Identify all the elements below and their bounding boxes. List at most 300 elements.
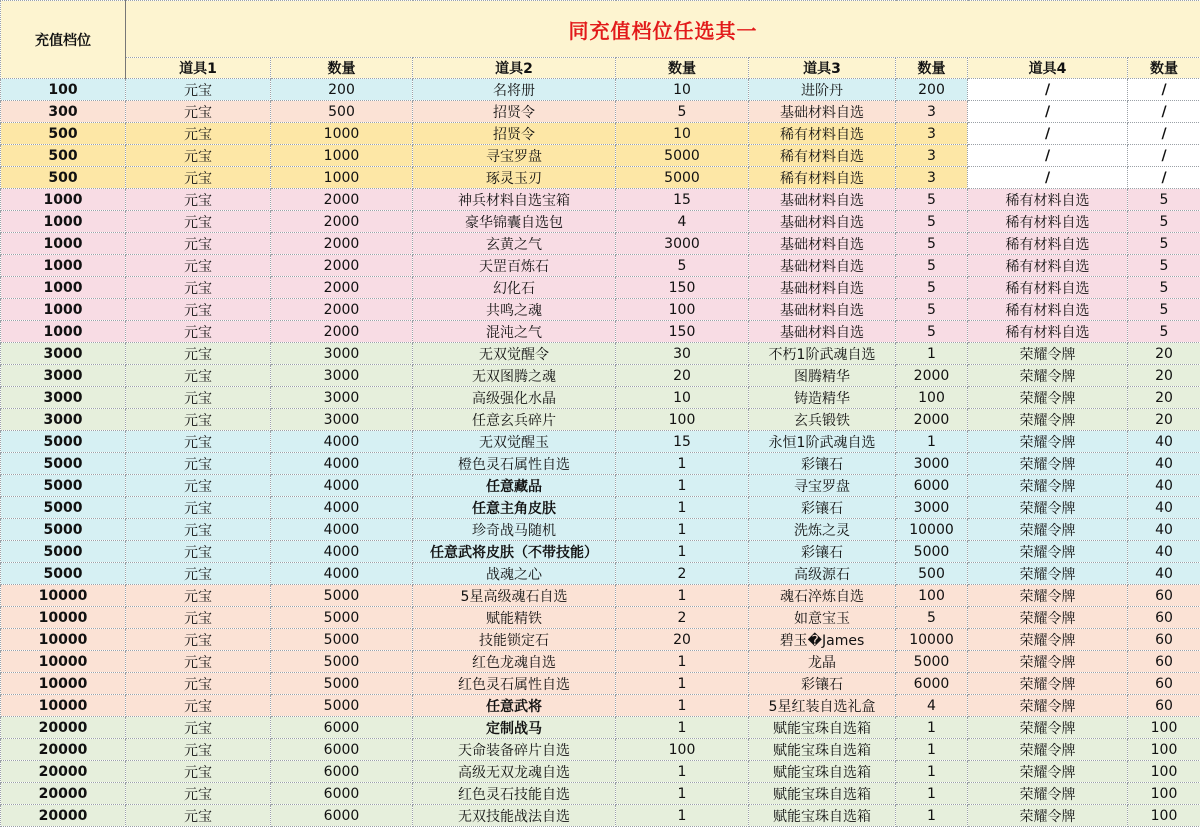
cell-qty4[interactable]: 40	[1128, 541, 1200, 563]
cell-qty2[interactable]: 30	[616, 343, 749, 365]
cell-qty3[interactable]: 6000	[896, 475, 968, 497]
cell-qty3[interactable]: 200	[896, 79, 968, 101]
cell-item4[interactable]: 荣耀令牌	[968, 761, 1128, 783]
cell-tier[interactable]: 3000	[1, 409, 126, 431]
cell-qty3[interactable]: 5	[896, 607, 968, 629]
cell-item3[interactable]: 5星红装自选礼盒	[749, 695, 896, 717]
cell-item3[interactable]: 图腾精华	[749, 365, 896, 387]
cell-item3[interactable]: 赋能宝珠自选箱	[749, 783, 896, 805]
cell-tier[interactable]: 5000	[1, 541, 126, 563]
cell-qty4[interactable]: 40	[1128, 475, 1200, 497]
cell-item3[interactable]: 彩镶石	[749, 453, 896, 475]
cell-item3[interactable]: 魂石淬炼自选	[749, 585, 896, 607]
cell-item1[interactable]: 元宝	[126, 805, 271, 827]
cell-item3[interactable]: 基础材料自选	[749, 211, 896, 233]
cell-qty4[interactable]: /	[1128, 145, 1200, 167]
cell-qty1[interactable]: 4000	[271, 497, 413, 519]
cell-qty3[interactable]: 100	[896, 585, 968, 607]
cell-tier[interactable]: 3000	[1, 365, 126, 387]
cell-qty3[interactable]: 5	[896, 233, 968, 255]
cell-qty1[interactable]: 2000	[271, 321, 413, 343]
cell-qty4[interactable]: /	[1128, 101, 1200, 123]
cell-qty2[interactable]: 150	[616, 277, 749, 299]
cell-qty2[interactable]: 3000	[616, 233, 749, 255]
cell-qty4[interactable]: 20	[1128, 409, 1200, 431]
cell-qty2[interactable]: 15	[616, 431, 749, 453]
cell-item4[interactable]: /	[968, 145, 1128, 167]
cell-item3[interactable]: 赋能宝珠自选箱	[749, 805, 896, 827]
cell-qty3[interactable]: 1	[896, 717, 968, 739]
cell-item4[interactable]: 荣耀令牌	[968, 717, 1128, 739]
cell-qty3[interactable]: 5000	[896, 541, 968, 563]
cell-qty3[interactable]: 3	[896, 167, 968, 189]
cell-qty1[interactable]: 5000	[271, 651, 413, 673]
cell-qty3[interactable]: 5	[896, 189, 968, 211]
cell-item2[interactable]: 任意主角皮肤	[413, 497, 616, 519]
cell-item2[interactable]: 无双技能战法自选	[413, 805, 616, 827]
cell-item2[interactable]: 天命装备碎片自选	[413, 739, 616, 761]
cell-item3[interactable]: 稀有材料自选	[749, 145, 896, 167]
cell-item3[interactable]: 基础材料自选	[749, 277, 896, 299]
cell-item1[interactable]: 元宝	[126, 673, 271, 695]
cell-qty4[interactable]: 60	[1128, 673, 1200, 695]
cell-item4[interactable]: 荣耀令牌	[968, 343, 1128, 365]
cell-qty2[interactable]: 5	[616, 101, 749, 123]
cell-item1[interactable]: 元宝	[126, 519, 271, 541]
cell-qty1[interactable]: 1000	[271, 123, 413, 145]
cell-item3[interactable]: 彩镶石	[749, 497, 896, 519]
cell-qty2[interactable]: 1	[616, 673, 749, 695]
cell-item2[interactable]: 珍奇战马随机	[413, 519, 616, 541]
cell-tier[interactable]: 500	[1, 145, 126, 167]
cell-item2[interactable]: 任意武将皮肤（不带技能）	[413, 541, 616, 563]
cell-tier[interactable]: 10000	[1, 695, 126, 717]
cell-item1[interactable]: 元宝	[126, 717, 271, 739]
cell-item3[interactable]: 铸造精华	[749, 387, 896, 409]
cell-item2[interactable]: 技能锁定石	[413, 629, 616, 651]
cell-item4[interactable]: 稀有材料自选	[968, 233, 1128, 255]
cell-qty2[interactable]: 1	[616, 651, 749, 673]
cell-tier[interactable]: 10000	[1, 651, 126, 673]
cell-item4[interactable]: 荣耀令牌	[968, 739, 1128, 761]
cell-qty2[interactable]: 10	[616, 79, 749, 101]
cell-qty1[interactable]: 5000	[271, 673, 413, 695]
cell-qty2[interactable]: 1	[616, 695, 749, 717]
cell-qty2[interactable]: 5	[616, 255, 749, 277]
cell-qty2[interactable]: 4	[616, 211, 749, 233]
cell-item1[interactable]: 元宝	[126, 123, 271, 145]
cell-item1[interactable]: 元宝	[126, 255, 271, 277]
cell-item4[interactable]: /	[968, 101, 1128, 123]
cell-qty2[interactable]: 20	[616, 365, 749, 387]
cell-qty4[interactable]: 20	[1128, 365, 1200, 387]
cell-qty4[interactable]: 40	[1128, 453, 1200, 475]
cell-qty4[interactable]: 100	[1128, 739, 1200, 761]
cell-item1[interactable]: 元宝	[126, 739, 271, 761]
header-qty1[interactable]: 数量	[271, 58, 413, 79]
cell-qty2[interactable]: 1	[616, 761, 749, 783]
cell-item2[interactable]: 招贤令	[413, 101, 616, 123]
cell-qty1[interactable]: 3000	[271, 409, 413, 431]
cell-qty3[interactable]: 1	[896, 805, 968, 827]
cell-qty1[interactable]: 5000	[271, 629, 413, 651]
cell-qty4[interactable]: 5	[1128, 211, 1200, 233]
cell-item3[interactable]: 如意宝玉	[749, 607, 896, 629]
cell-item4[interactable]: /	[968, 167, 1128, 189]
cell-tier[interactable]: 5000	[1, 563, 126, 585]
header-item4[interactable]: 道具4	[968, 58, 1128, 79]
cell-qty2[interactable]: 10	[616, 387, 749, 409]
cell-qty3[interactable]: 5	[896, 299, 968, 321]
sheet-title[interactable]: 同充值档位任选其一	[126, 1, 1200, 58]
cell-qty3[interactable]: 1	[896, 431, 968, 453]
cell-qty1[interactable]: 4000	[271, 453, 413, 475]
cell-item4[interactable]: 荣耀令牌	[968, 805, 1128, 827]
cell-qty1[interactable]: 6000	[271, 805, 413, 827]
cell-item3[interactable]: 基础材料自选	[749, 321, 896, 343]
cell-qty3[interactable]: 6000	[896, 673, 968, 695]
cell-item4[interactable]: 稀有材料自选	[968, 189, 1128, 211]
cell-qty2[interactable]: 1	[616, 497, 749, 519]
cell-qty3[interactable]: 4	[896, 695, 968, 717]
cell-item4[interactable]: /	[968, 123, 1128, 145]
cell-item3[interactable]: 不朽1阶武魂自选	[749, 343, 896, 365]
cell-qty1[interactable]: 2000	[271, 255, 413, 277]
header-qty3[interactable]: 数量	[896, 58, 968, 79]
cell-item1[interactable]: 元宝	[126, 761, 271, 783]
cell-qty2[interactable]: 100	[616, 409, 749, 431]
cell-tier[interactable]: 10000	[1, 585, 126, 607]
cell-qty2[interactable]: 20	[616, 629, 749, 651]
cell-qty4[interactable]: 60	[1128, 695, 1200, 717]
cell-tier[interactable]: 500	[1, 167, 126, 189]
cell-qty2[interactable]: 2	[616, 563, 749, 585]
cell-qty4[interactable]: 60	[1128, 651, 1200, 673]
cell-qty1[interactable]: 3000	[271, 365, 413, 387]
cell-item4[interactable]: 荣耀令牌	[968, 387, 1128, 409]
cell-item4[interactable]: 荣耀令牌	[968, 673, 1128, 695]
cell-qty3[interactable]: 10000	[896, 519, 968, 541]
cell-item1[interactable]: 元宝	[126, 233, 271, 255]
cell-item2[interactable]: 无双觉醒玉	[413, 431, 616, 453]
cell-qty3[interactable]: 1	[896, 761, 968, 783]
cell-item2[interactable]: 寻宝罗盘	[413, 145, 616, 167]
header-item1[interactable]: 道具1	[126, 58, 271, 79]
cell-item1[interactable]: 元宝	[126, 541, 271, 563]
cell-tier[interactable]: 20000	[1, 739, 126, 761]
cell-qty1[interactable]: 4000	[271, 519, 413, 541]
cell-item4[interactable]: /	[968, 79, 1128, 101]
cell-item3[interactable]: 赋能宝珠自选箱	[749, 761, 896, 783]
cell-item3[interactable]: 龙晶	[749, 651, 896, 673]
cell-item3[interactable]: 基础材料自选	[749, 189, 896, 211]
cell-qty4[interactable]: 100	[1128, 783, 1200, 805]
cell-item2[interactable]: 混沌之气	[413, 321, 616, 343]
cell-item2[interactable]: 玄黄之气	[413, 233, 616, 255]
cell-qty1[interactable]: 4000	[271, 541, 413, 563]
cell-qty3[interactable]: 3	[896, 123, 968, 145]
cell-item1[interactable]: 元宝	[126, 409, 271, 431]
cell-tier[interactable]: 10000	[1, 673, 126, 695]
cell-tier[interactable]: 20000	[1, 805, 126, 827]
cell-qty3[interactable]: 5000	[896, 651, 968, 673]
cell-qty4[interactable]: 100	[1128, 761, 1200, 783]
cell-item2[interactable]: 定制战马	[413, 717, 616, 739]
cell-tier[interactable]: 500	[1, 123, 126, 145]
cell-qty1[interactable]: 5000	[271, 695, 413, 717]
cell-qty4[interactable]: 5	[1128, 277, 1200, 299]
cell-item2[interactable]: 高级强化水晶	[413, 387, 616, 409]
cell-tier[interactable]: 1000	[1, 189, 126, 211]
cell-item1[interactable]: 元宝	[126, 585, 271, 607]
cell-qty3[interactable]: 2000	[896, 409, 968, 431]
cell-item1[interactable]: 元宝	[126, 321, 271, 343]
cell-qty4[interactable]: 20	[1128, 387, 1200, 409]
cell-item4[interactable]: 荣耀令牌	[968, 585, 1128, 607]
cell-tier[interactable]: 5000	[1, 519, 126, 541]
cell-item2[interactable]: 高级无双龙魂自选	[413, 761, 616, 783]
cell-qty4[interactable]: 5	[1128, 255, 1200, 277]
cell-item1[interactable]: 元宝	[126, 497, 271, 519]
cell-qty3[interactable]: 1	[896, 343, 968, 365]
cell-qty2[interactable]: 1	[616, 519, 749, 541]
cell-item4[interactable]: 荣耀令牌	[968, 453, 1128, 475]
cell-item2[interactable]: 招贤令	[413, 123, 616, 145]
cell-qty3[interactable]: 3000	[896, 453, 968, 475]
cell-qty3[interactable]: 3	[896, 145, 968, 167]
cell-item1[interactable]: 元宝	[126, 343, 271, 365]
cell-item1[interactable]: 元宝	[126, 387, 271, 409]
cell-tier[interactable]: 20000	[1, 783, 126, 805]
cell-item3[interactable]: 基础材料自选	[749, 101, 896, 123]
cell-qty4[interactable]: 5	[1128, 321, 1200, 343]
cell-qty2[interactable]: 100	[616, 299, 749, 321]
header-item3[interactable]: 道具3	[749, 58, 896, 79]
cell-tier[interactable]: 1000	[1, 277, 126, 299]
cell-qty2[interactable]: 1	[616, 453, 749, 475]
header-item2[interactable]: 道具2	[413, 58, 616, 79]
cell-qty4[interactable]: 40	[1128, 431, 1200, 453]
cell-item3[interactable]: 基础材料自选	[749, 233, 896, 255]
cell-item1[interactable]: 元宝	[126, 695, 271, 717]
cell-item2[interactable]: 神兵材料自选宝箱	[413, 189, 616, 211]
cell-item3[interactable]: 寻宝罗盘	[749, 475, 896, 497]
cell-qty4[interactable]: 5	[1128, 233, 1200, 255]
cell-qty2[interactable]: 1	[616, 475, 749, 497]
cell-item2[interactable]: 战魂之心	[413, 563, 616, 585]
cell-item1[interactable]: 元宝	[126, 167, 271, 189]
cell-item1[interactable]: 元宝	[126, 563, 271, 585]
corner-label[interactable]: 充值档位	[1, 1, 126, 79]
cell-item2[interactable]: 任意武将	[413, 695, 616, 717]
cell-item4[interactable]: 荣耀令牌	[968, 475, 1128, 497]
cell-tier[interactable]: 3000	[1, 343, 126, 365]
cell-qty3[interactable]: 500	[896, 563, 968, 585]
cell-qty1[interactable]: 5000	[271, 607, 413, 629]
cell-item4[interactable]: 荣耀令牌	[968, 695, 1128, 717]
cell-tier[interactable]: 100	[1, 79, 126, 101]
cell-qty1[interactable]: 500	[271, 101, 413, 123]
cell-qty2[interactable]: 10	[616, 123, 749, 145]
cell-tier[interactable]: 10000	[1, 629, 126, 651]
cell-qty1[interactable]: 3000	[271, 343, 413, 365]
cell-tier[interactable]: 1000	[1, 233, 126, 255]
cell-item2[interactable]: 共鸣之魂	[413, 299, 616, 321]
cell-qty3[interactable]: 5	[896, 277, 968, 299]
cell-item4[interactable]: 荣耀令牌	[968, 519, 1128, 541]
cell-qty4[interactable]: 60	[1128, 585, 1200, 607]
cell-qty2[interactable]: 100	[616, 739, 749, 761]
cell-qty4[interactable]: 5	[1128, 189, 1200, 211]
cell-item3[interactable]: 基础材料自选	[749, 255, 896, 277]
cell-item2[interactable]: 橙色灵石属性自选	[413, 453, 616, 475]
cell-item1[interactable]: 元宝	[126, 189, 271, 211]
cell-item2[interactable]: 琢灵玉刃	[413, 167, 616, 189]
cell-qty4[interactable]: /	[1128, 167, 1200, 189]
cell-item4[interactable]: 荣耀令牌	[968, 651, 1128, 673]
cell-item4[interactable]: 荣耀令牌	[968, 541, 1128, 563]
cell-qty4[interactable]: /	[1128, 123, 1200, 145]
cell-item3[interactable]: 稀有材料自选	[749, 167, 896, 189]
cell-qty4[interactable]: 60	[1128, 607, 1200, 629]
cell-item3[interactable]: 彩镶石	[749, 673, 896, 695]
cell-qty4[interactable]: 60	[1128, 629, 1200, 651]
cell-item4[interactable]: 荣耀令牌	[968, 497, 1128, 519]
cell-qty1[interactable]: 2000	[271, 277, 413, 299]
cell-qty4[interactable]: 5	[1128, 299, 1200, 321]
cell-item4[interactable]: 荣耀令牌	[968, 783, 1128, 805]
cell-item2[interactable]: 任意藏品	[413, 475, 616, 497]
cell-tier[interactable]: 1000	[1, 255, 126, 277]
cell-tier[interactable]: 5000	[1, 431, 126, 453]
cell-tier[interactable]: 5000	[1, 453, 126, 475]
cell-qty1[interactable]: 1000	[271, 167, 413, 189]
cell-item3[interactable]: 赋能宝珠自选箱	[749, 739, 896, 761]
cell-tier[interactable]: 10000	[1, 607, 126, 629]
cell-qty2[interactable]: 2	[616, 607, 749, 629]
cell-item2[interactable]: 幻化石	[413, 277, 616, 299]
cell-item2[interactable]: 名将册	[413, 79, 616, 101]
cell-item3[interactable]: 基础材料自选	[749, 299, 896, 321]
cell-qty1[interactable]: 6000	[271, 739, 413, 761]
cell-item4[interactable]: 荣耀令牌	[968, 431, 1128, 453]
cell-qty3[interactable]: 5	[896, 321, 968, 343]
cell-item3[interactable]: 赋能宝珠自选箱	[749, 717, 896, 739]
cell-qty2[interactable]: 1	[616, 805, 749, 827]
cell-qty3[interactable]: 100	[896, 387, 968, 409]
cell-qty2[interactable]: 1	[616, 585, 749, 607]
cell-item4[interactable]: 荣耀令牌	[968, 607, 1128, 629]
cell-item4[interactable]: 荣耀令牌	[968, 409, 1128, 431]
cell-item4[interactable]: 荣耀令牌	[968, 365, 1128, 387]
cell-qty1[interactable]: 4000	[271, 431, 413, 453]
cell-item2[interactable]: 无双图腾之魂	[413, 365, 616, 387]
cell-qty1[interactable]: 2000	[271, 211, 413, 233]
cell-qty2[interactable]: 150	[616, 321, 749, 343]
cell-qty4[interactable]: 100	[1128, 717, 1200, 739]
cell-qty2[interactable]: 1	[616, 541, 749, 563]
cell-qty3[interactable]: 3	[896, 101, 968, 123]
cell-item4[interactable]: 荣耀令牌	[968, 629, 1128, 651]
cell-tier[interactable]: 5000	[1, 497, 126, 519]
cell-item3[interactable]: 碧玉�James	[749, 629, 896, 651]
cell-item3[interactable]: 永恒1阶武魂自选	[749, 431, 896, 453]
cell-tier[interactable]: 300	[1, 101, 126, 123]
cell-item2[interactable]: 红色灵石属性自选	[413, 673, 616, 695]
cell-item4[interactable]: 稀有材料自选	[968, 277, 1128, 299]
cell-item3[interactable]: 玄兵锻铁	[749, 409, 896, 431]
cell-item3[interactable]: 进阶丹	[749, 79, 896, 101]
cell-qty1[interactable]: 2000	[271, 189, 413, 211]
cell-item2[interactable]: 豪华锦囊自选包	[413, 211, 616, 233]
cell-item4[interactable]: 稀有材料自选	[968, 299, 1128, 321]
cell-item1[interactable]: 元宝	[126, 629, 271, 651]
cell-item4[interactable]: 稀有材料自选	[968, 211, 1128, 233]
cell-qty2[interactable]: 5000	[616, 145, 749, 167]
cell-tier[interactable]: 5000	[1, 475, 126, 497]
cell-qty1[interactable]: 2000	[271, 299, 413, 321]
cell-qty1[interactable]: 6000	[271, 717, 413, 739]
cell-item1[interactable]: 元宝	[126, 101, 271, 123]
cell-qty4[interactable]: 40	[1128, 563, 1200, 585]
cell-item3[interactable]: 彩镶石	[749, 541, 896, 563]
cell-item2[interactable]: 红色龙魂自选	[413, 651, 616, 673]
header-qty4[interactable]: 数量	[1128, 58, 1200, 79]
cell-tier[interactable]: 1000	[1, 299, 126, 321]
cell-qty4[interactable]: 40	[1128, 497, 1200, 519]
cell-qty2[interactable]: 15	[616, 189, 749, 211]
cell-item3[interactable]: 高级源石	[749, 563, 896, 585]
cell-qty3[interactable]: 3000	[896, 497, 968, 519]
cell-item3[interactable]: 洗炼之灵	[749, 519, 896, 541]
cell-qty1[interactable]: 6000	[271, 783, 413, 805]
cell-qty1[interactable]: 2000	[271, 233, 413, 255]
cell-qty1[interactable]: 4000	[271, 563, 413, 585]
cell-item1[interactable]: 元宝	[126, 79, 271, 101]
cell-item1[interactable]: 元宝	[126, 431, 271, 453]
cell-item1[interactable]: 元宝	[126, 651, 271, 673]
cell-tier[interactable]: 20000	[1, 761, 126, 783]
cell-qty1[interactable]: 6000	[271, 761, 413, 783]
cell-item4[interactable]: 稀有材料自选	[968, 255, 1128, 277]
cell-qty1[interactable]: 4000	[271, 475, 413, 497]
cell-item1[interactable]: 元宝	[126, 783, 271, 805]
cell-qty3[interactable]: 1	[896, 783, 968, 805]
cell-qty3[interactable]: 1	[896, 739, 968, 761]
cell-item3[interactable]: 稀有材料自选	[749, 123, 896, 145]
cell-qty2[interactable]: 5000	[616, 167, 749, 189]
cell-item4[interactable]: 荣耀令牌	[968, 563, 1128, 585]
cell-item1[interactable]: 元宝	[126, 475, 271, 497]
cell-qty2[interactable]: 1	[616, 783, 749, 805]
cell-item2[interactable]: 5星高级魂石自选	[413, 585, 616, 607]
cell-item1[interactable]: 元宝	[126, 277, 271, 299]
cell-qty4[interactable]: 20	[1128, 343, 1200, 365]
cell-item2[interactable]: 赋能精铁	[413, 607, 616, 629]
cell-item1[interactable]: 元宝	[126, 145, 271, 167]
cell-qty1[interactable]: 1000	[271, 145, 413, 167]
cell-item1[interactable]: 元宝	[126, 607, 271, 629]
header-qty2[interactable]: 数量	[616, 58, 749, 79]
cell-tier[interactable]: 20000	[1, 717, 126, 739]
cell-item2[interactable]: 无双觉醒令	[413, 343, 616, 365]
cell-qty1[interactable]: 200	[271, 79, 413, 101]
cell-qty4[interactable]: 100	[1128, 805, 1200, 827]
cell-qty4[interactable]: /	[1128, 79, 1200, 101]
cell-item2[interactable]: 天罡百炼石	[413, 255, 616, 277]
cell-qty3[interactable]: 5	[896, 211, 968, 233]
cell-qty3[interactable]: 2000	[896, 365, 968, 387]
